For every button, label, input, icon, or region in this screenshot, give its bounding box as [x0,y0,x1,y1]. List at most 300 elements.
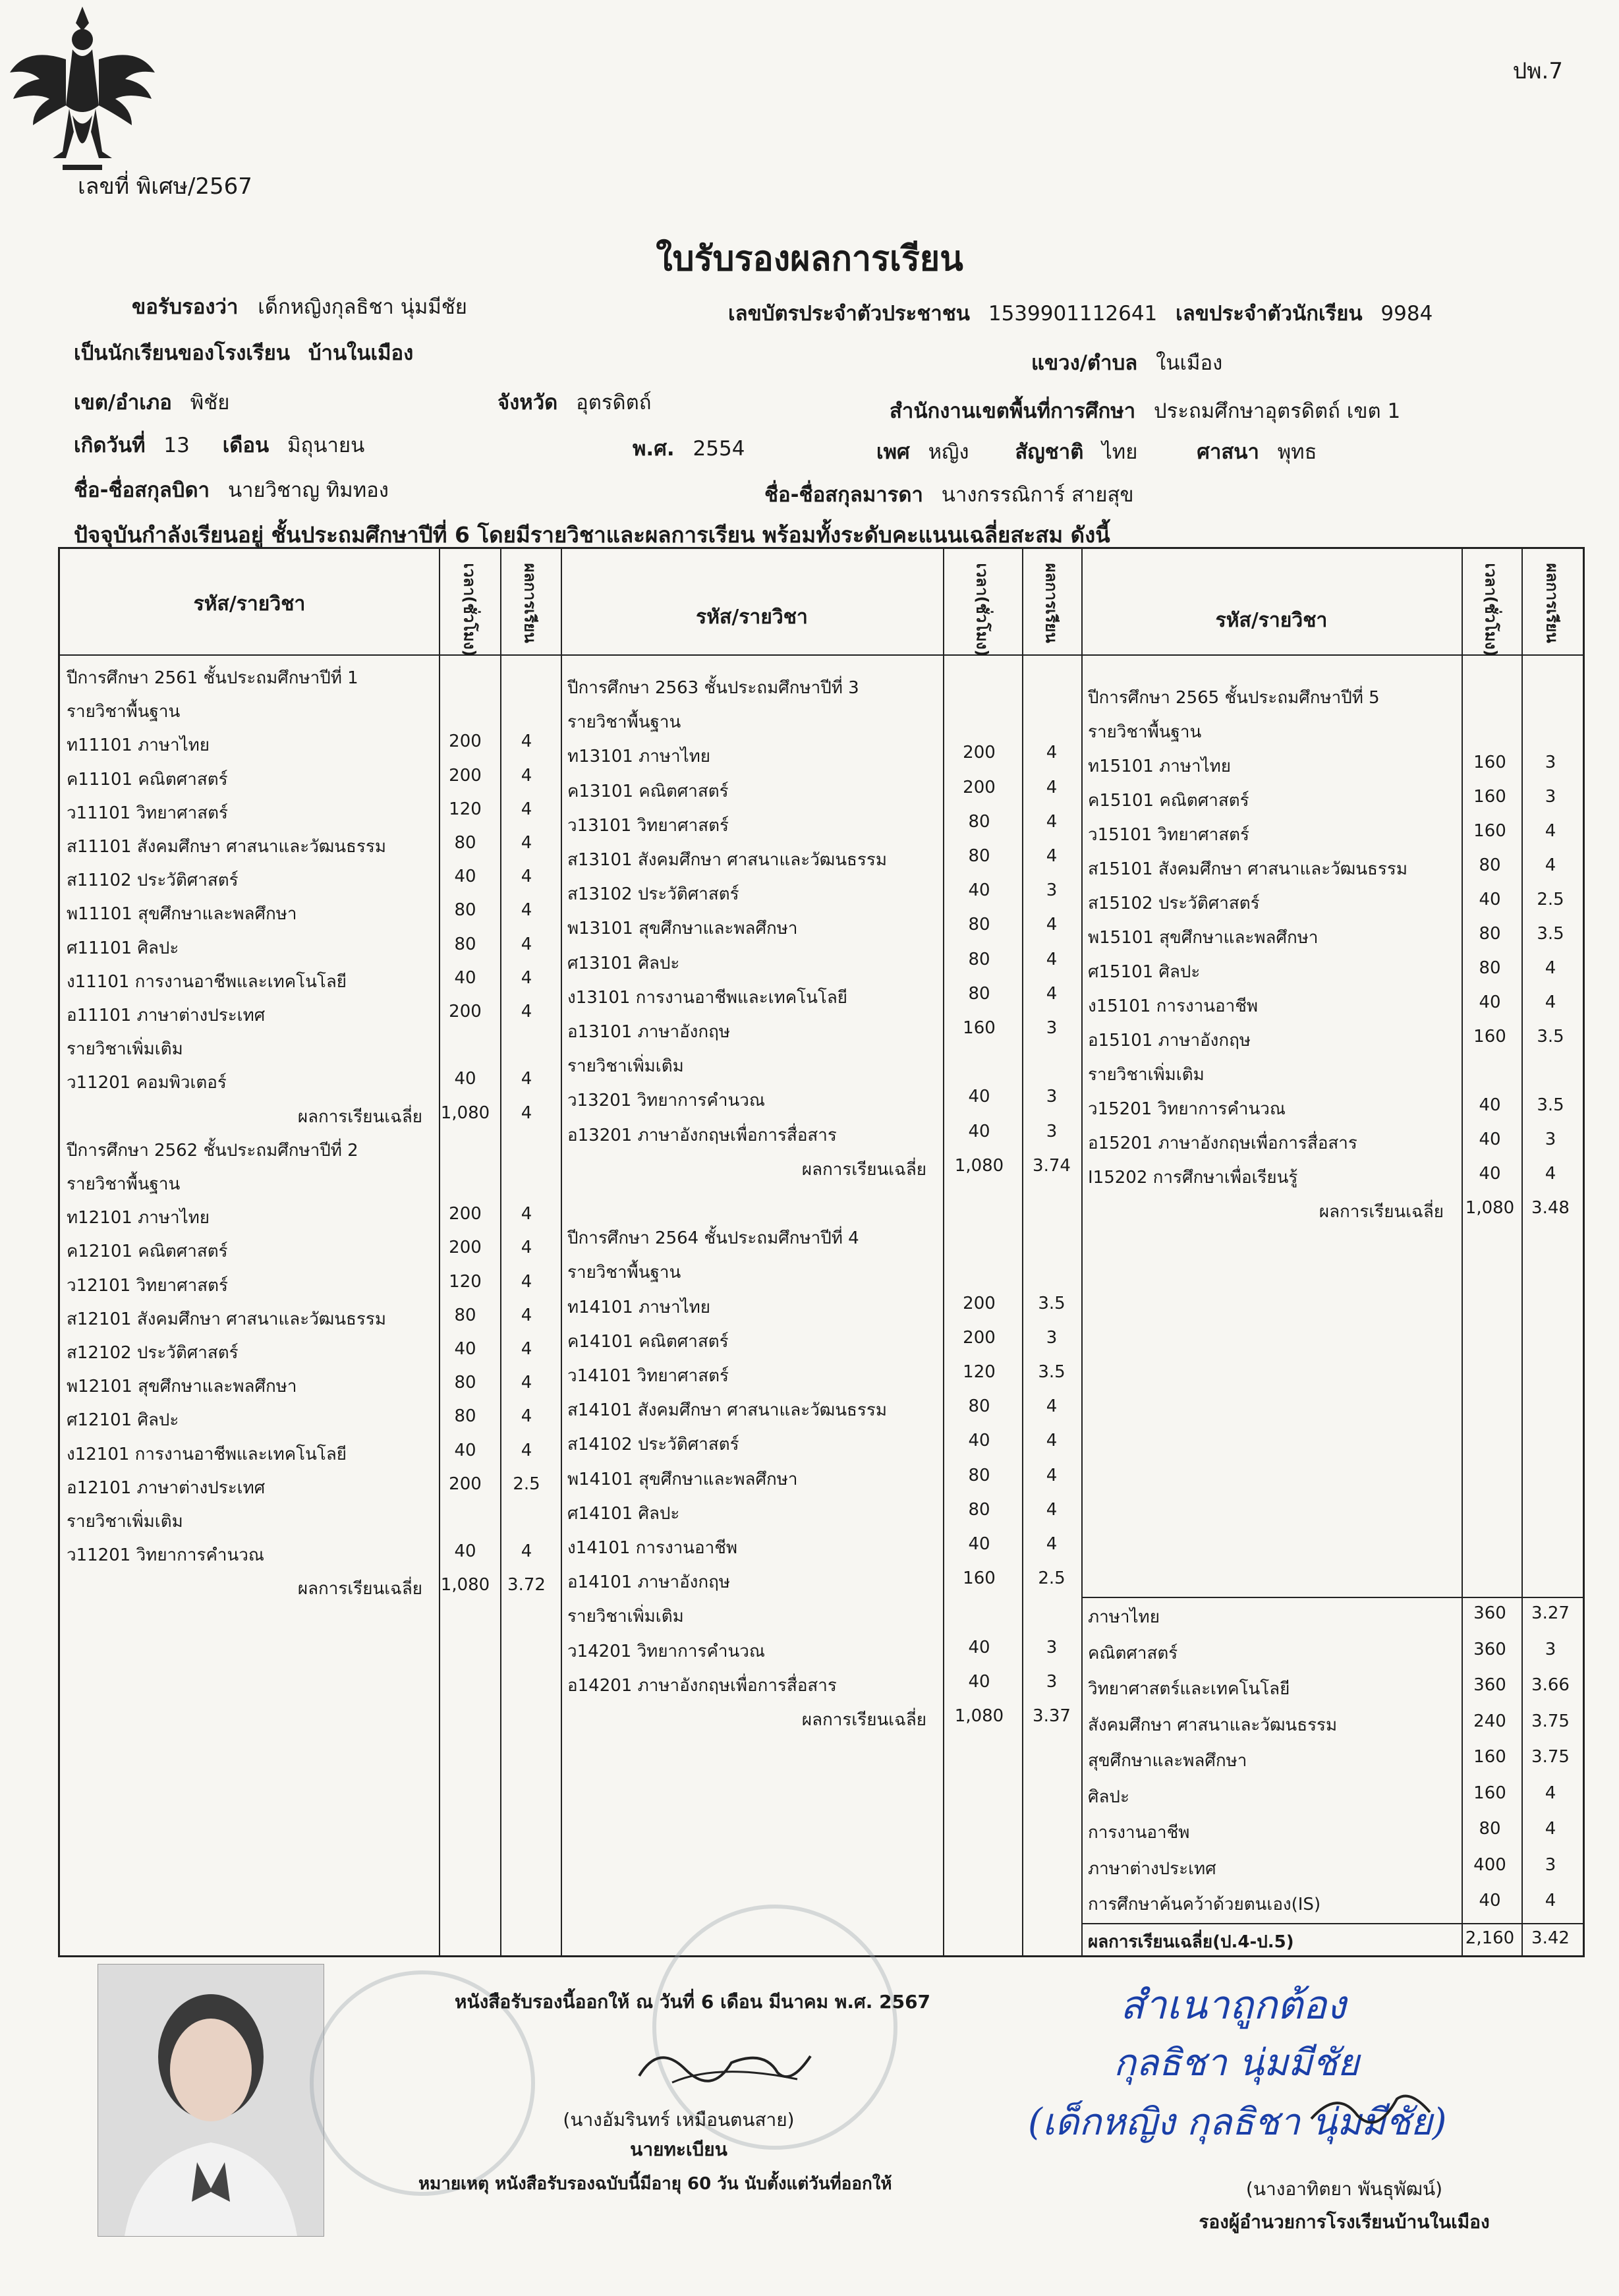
grade-cell: 3.27 [1531,1603,1570,1623]
hours-cell: 80 [1479,924,1501,944]
subject-cell: อ13201 ภาษาอังกฤษเพื่อการสื่อสาร [567,1125,837,1145]
grade-cell: 3.75 [1531,1747,1570,1767]
subject-cell: ภาษาไทย [1088,1607,1160,1627]
grade-cell: 4 [1046,915,1058,935]
grade-cell: 3 [1046,1671,1058,1692]
hours-cell: 400 [1473,1854,1506,1875]
subject-cell: ค14101 คณิตศาสตร์ [567,1331,729,1352]
subject-cell: อ14101 ภาษาอังกฤษ [567,1572,730,1593]
hours-cell: 40 [454,1541,476,1562]
subject-cell: ส13101 สังคมศึกษา ศาสนาและวัฒนธรรม [567,850,887,870]
hours-cell: 80 [968,1465,990,1485]
hours-cell: 80 [454,900,476,921]
subject-cell: ภาษาต่างประเทศ [1088,1858,1216,1879]
grade-cell: 3 [1545,1130,1556,1149]
hours-cell: 200 [449,1204,482,1224]
id-card-label: เลขบัตรประจำตัวประชาชน [728,302,970,326]
subject-cell: การศึกษาค้นคว้าด้วยตนเอง(IS) [1088,1895,1321,1914]
col3-row [60,855,1576,887]
subject-cell: ง14101 การงานอาชีพ [567,1538,738,1558]
hours-cell: 120 [449,1271,482,1292]
col2-header-subject: รหัส/รายวิชา [696,606,808,629]
col1-header-grade: ผลการเรียน [521,563,540,643]
col1-header-subject: รหัส/รายวิชา [193,592,306,616]
grade-cell: 4 [1046,983,1058,1004]
subject-cell: ค11101 คณิตศาสตร์ [67,769,228,789]
hours-cell: 40 [454,1339,476,1359]
student-handwritten-fullname: (เด็กหญิง กุลธิชา นุ่มมีชัย) [1028,2101,1447,2144]
subject-cell: ผลการเรียนเฉลี่ย [1319,1202,1444,1222]
birth-month-label: เดือน [222,434,270,457]
hours-cell: 2,160 [1465,1928,1515,1948]
grade-cell: 4 [1046,1465,1058,1485]
grade-cell: 4 [1545,1819,1556,1839]
grade-cell: 3 [1545,787,1556,807]
religion: พุทธ [1277,440,1317,464]
hours-cell: 80 [454,1406,476,1427]
deputy-name: (นางอาทิตยา พันธุพัฒน์) [1245,2178,1443,2200]
father-label: ชื่อ-ชื่อสกุลบิดา [74,478,210,502]
grade-cell: 3 [1046,1018,1058,1038]
subject-cell: ค13101 คณิตศาสตร์ [567,781,729,801]
subject-cell: ศ14101 ศิลปะ [567,1503,680,1524]
hours-cell: 200 [963,743,996,763]
subject-cell: อ15201 ภาษาอังกฤษเพื่อการสื่อสาร [1088,1134,1357,1153]
hours-cell: 40 [454,1440,476,1460]
grade-cell: 4 [521,1541,532,1562]
hours-cell: 80 [968,1499,990,1520]
summary-row [60,1855,1576,1884]
hours-cell: 80 [1479,1819,1501,1839]
grade-cell: 4 [521,1002,532,1021]
grade-cell: 4 [521,1339,532,1359]
hours-cell: 80 [968,983,990,1004]
grade-cell: 4 [521,732,532,752]
subject-cell: คณิตศาสตร์ [1088,1643,1178,1663]
hours-cell: 160 [1473,821,1506,841]
hours-cell: 80 [968,949,990,969]
subject-cell: ปีการศึกษา 2563 ชั้นประถมศึกษาปีที่ 3 [567,678,859,698]
hours-cell: 1,080 [440,1103,490,1123]
col3-header-subject: รหัส/รายวิชา [1215,609,1328,632]
subject-cell: พ14101 สุขศึกษาและพลศึกษา [567,1469,798,1489]
col2-row [60,1224,1576,1253]
subject-cell: ว11101 วิทยาศาสตร์ [67,803,228,823]
subject-cell: ส15102 ประวัติศาสตร์ [1088,894,1260,913]
subject-cell: รายวิชาพื้นฐาน [67,1174,181,1194]
hours-cell: 40 [1479,1095,1501,1115]
grade-cell: 4 [521,799,532,819]
hours-cell: 40 [454,867,476,887]
hours-cell: 160 [1473,1747,1506,1767]
col1-header-hours: เวลา(ชั่วโมง) [460,563,479,657]
subject-cell: ว13101 วิทยาศาสตร์ [567,815,729,836]
grade-cell: 3.5 [1038,1362,1065,1382]
hours-cell: 200 [449,1002,482,1021]
province: อุตรดิตถ์ [576,391,652,415]
father-name: นายวิชาญ ทิมทอง [227,478,389,502]
subject-cell: ส13102 ประวัติศาสตร์ [567,884,739,905]
grade-cell: 4 [1046,846,1058,866]
student-handwritten-name: กุลธิชา นุ่มมีชัย [1114,2042,1359,2084]
hours-cell: 40 [454,967,476,988]
nationality-label: สัญชาติ [1015,440,1084,464]
hours-cell: 40 [1479,1891,1501,1910]
summary-row [60,1637,1576,1669]
col3-row [60,1130,1576,1159]
grade-cell: 3 [1545,1639,1556,1659]
subdistrict-label: แขวง/ตำบล [1031,351,1138,375]
grade-cell: 4 [521,833,532,853]
col3-header-grade: ผลการเรียน [1543,563,1562,643]
hours-cell: 80 [1479,958,1501,978]
grades-table [58,547,1585,1957]
hours-cell: 1,080 [440,1575,490,1595]
document-number: เลขที่ พิเศษ/2567 [78,173,252,200]
grade-cell: 3.5 [1537,924,1564,944]
col2-row [60,1534,1576,1563]
student-photo [98,1964,324,2237]
grade-cell: 3 [1545,753,1556,772]
subject-cell: ง12101 การงานอาชีพและเทคโนโลยี [67,1444,347,1464]
subject-cell: ส15101 สังคมศึกษา ศาสนาและวัฒนธรรม [1088,859,1407,879]
col3-row [60,992,1576,1021]
grade-cell: 4 [521,1069,532,1089]
grade-cell: 4 [521,1305,532,1325]
religion-label: ศาสนา [1197,440,1259,464]
hours-cell: 80 [454,934,476,954]
summary-row [60,1747,1576,1776]
hours-cell: 200 [963,1293,996,1313]
subject-cell: ส12101 สังคมศึกษา ศาสนาและวัฒนธรรม [67,1309,386,1329]
grade-cell: 4 [1046,1431,1058,1451]
subject-cell: สังคมศึกษา ศาสนาและวัฒนธรรม [1088,1715,1338,1735]
subject-cell: ว11201 คอมพิวเตอร์ [67,1073,227,1093]
grade-cell: 4 [521,1406,532,1427]
grade-cell: 4 [1046,1499,1058,1520]
subject-cell: ค15101 คณิตศาสตร์ [1088,791,1249,811]
hours-cell: 120 [963,1362,996,1382]
grade-cell: 3 [1046,1087,1058,1107]
grade-cell: 2.5 [513,1474,540,1494]
col3-header-hours: เวลา(ชั่วโมง) [1481,563,1500,657]
subject-cell: พ15101 สุขศึกษาและพลศึกษา [1088,928,1319,948]
col2-row [60,1431,1576,1460]
subject-cell: อ13101 ภาษาอังกฤษ [567,1022,730,1042]
subject-cell: ศ15101 ศิลปะ [1088,962,1201,982]
grade-cell: 4 [521,934,532,954]
subject-cell: ปีการศึกษา 2562 ชั้นประถมศึกษาปีที่ 2 [67,1140,358,1161]
grade-cell: 3 [1545,1854,1556,1875]
birth-day-label: เกิดวันที่ [74,434,146,457]
summary-row [60,1603,1576,1632]
registrar-title: นายทะเบียน [630,2138,727,2160]
certify-label: ขอรับรองว่า [132,295,239,319]
subject-cell: พ13101 สุขศึกษาและพลศึกษา [567,919,798,939]
sex-label: เพศ [876,440,910,464]
id-card-number: 1539901112641 [988,302,1158,326]
subject-cell: รายวิชาเพิ่มเติม [67,1512,183,1532]
hours-cell: 40 [1479,890,1501,909]
hours-cell: 120 [449,799,482,819]
grade-cell: 4 [1545,821,1556,841]
deputy-title: รองผู้อำนวยการโรงเรียนบ้านในเมือง [1199,2211,1490,2233]
col3-row [60,1027,1576,1056]
subject-cell: ว11201 วิทยาการคำนวณ [67,1545,264,1566]
grade-cell: 4 [521,900,532,921]
subject-cell: รายวิชาพื้นฐาน [567,1263,681,1283]
grade-cell: 4 [1046,1534,1058,1554]
hours-cell: 40 [968,1671,990,1692]
hours-cell: 40 [1479,992,1501,1012]
grade-cell: 4 [1046,1396,1058,1417]
subject-cell: ว15201 วิทยาการคำนวณ [1088,1099,1286,1119]
summary-row [60,1675,1576,1704]
district: พิชัย [190,391,230,415]
hours-cell: 360 [1473,1675,1506,1695]
subject-cell: ว12101 วิทยาศาสตร์ [67,1275,228,1296]
subject-cell: ว14201 วิทยาการคำนวณ [567,1641,765,1661]
hours-cell: 200 [963,1327,996,1348]
grade-cell: 4 [1046,811,1058,832]
validity-note: หมายเหตุ หนังสือรับรองฉบับนี้มีอายุ 60 วัน นับตั้งแต่วันที่ออกให้ [418,2174,892,2194]
subject-cell: ส14101 สังคมศึกษา ศาสนาและวัฒนธรรม [567,1400,887,1421]
grade-cell: 3.72 [507,1575,546,1595]
grade-cell: 4 [521,765,532,786]
student-id-label: เลขประจำตัวนักเรียน [1176,302,1363,326]
grade-cell: 4 [521,1271,532,1292]
grade-cell: 3 [1046,880,1058,901]
col2-header-hours: เวลา(ชั่วโมง) [973,563,992,657]
subject-cell: ปีการศึกษา 2564 ชั้นประถมศึกษาปีที่ 4 [567,1228,859,1249]
hours-cell: 160 [1473,753,1506,772]
hours-cell: 80 [1479,855,1501,875]
grade-cell: 3 [1046,1327,1058,1348]
certified-copy-handwriting: สำเนาถูกต้อง [1120,1982,1346,2028]
hours-cell: 160 [963,1018,996,1038]
subject-cell: ปีการศึกษา 2561 ชั้นประถมศึกษาปีที่ 1 [67,668,358,688]
subject-cell: อ14201 ภาษาอังกฤษเพื่อการสื่อสาร [567,1675,837,1696]
col2-row [60,1466,1576,1495]
subject-cell: ว13201 วิทยาการคำนวณ [567,1091,765,1111]
grade-cell: 3.48 [1531,1198,1570,1218]
grade-cell: 3.66 [1531,1675,1570,1695]
student-id: 9984 [1380,302,1433,326]
hours-cell: 40 [1479,1130,1501,1149]
hours-cell: 160 [1473,787,1506,807]
col2-header-grade: ผลการเรียน [1042,563,1061,643]
grade-cell: 4 [521,1204,532,1224]
grade-cell: 4 [521,967,532,988]
garuda-emblem-icon [0,0,165,191]
grade-cell: 4 [521,1103,532,1123]
col3-row [60,787,1576,816]
hours-cell: 200 [963,777,996,797]
hours-cell: 80 [968,915,990,935]
hours-cell: 360 [1473,1639,1506,1659]
summary-row [60,1819,1576,1848]
hours-cell: 40 [1479,1164,1501,1184]
grade-cell: 2.5 [1537,890,1564,909]
grade-cell: 4 [1545,855,1556,875]
subdistrict: ในเมือง [1156,351,1223,375]
subject-cell: รายวิชาพื้นฐาน [67,702,181,722]
subject-cell: ค12101 คณิตศาสตร์ [67,1242,228,1262]
subject-cell: ง15101 การงานอาชีพ [1088,996,1259,1016]
col3-row [60,1198,1576,1227]
student-name: เด็กหญิงกุลธิชา นุ่มมีชัย [258,295,467,319]
subject-cell: ท14101 ภาษาไทย [567,1297,711,1317]
hours-cell: 40 [968,1534,990,1554]
subject-cell: พ11101 สุขศึกษาและพลศึกษา [67,904,297,925]
grade-cell: 3.5 [1038,1293,1065,1313]
subject-cell: วิทยาศาสตร์และเทคโนโลยี [1088,1679,1290,1699]
nationality: ไทย [1102,440,1138,464]
current-grade-line: ปัจจุบันกำลังเรียนอยู่ ชั้นประถมศึกษาปีที่ 6 โดยมีรายวิชาและผลการเรียน พร้อมทั้งระดับคะแนนเฉลี่ยสะสม ดังนี้ [74,522,1110,548]
col2-row [60,1396,1576,1425]
hours-cell: 40 [968,1121,990,1141]
hours-cell: 200 [449,1474,482,1494]
grade-cell: 2.5 [1038,1568,1065,1589]
hours-cell: 80 [454,1373,476,1393]
subject-cell: ท15101 ภาษาไทย [1088,757,1232,776]
mother-label: ชื่อ-ชื่อสกุลมารดา [764,483,923,507]
grade-cell: 4 [1046,777,1058,797]
summary-row [60,1783,1576,1812]
grade-cell: 4 [521,867,532,887]
hours-cell: 80 [968,1396,990,1417]
issue-date-line: หนังสือรับรองนี้ออกให้ ณ วันที่ 6 เดือน มีนาคม พ.ศ. 2567 [455,1991,931,2013]
school-name: บ้านในเมือง [308,341,414,365]
subject-cell: รายวิชาเพิ่มเติม [67,1039,183,1060]
subject-cell: ผลการเรียนเฉลี่ย [801,1159,926,1180]
grade-cell: 3.5 [1537,1095,1564,1115]
birth-year-label: พ.ศ. [633,437,675,461]
school-label: เป็นนักเรียนของโรงเรียน [74,341,291,365]
subject-cell: ว14101 วิทยาศาสตร์ [567,1366,729,1386]
hours-cell: 80 [968,846,990,866]
grade-cell: 3.75 [1531,1711,1570,1731]
col3-row [60,1095,1576,1124]
subject-cell: ส11101 สังคมศึกษา ศาสนาและวัฒนธรรม [67,837,386,857]
subject-cell: ผลการเรียนเฉลี่ย(ป.4-ป.5) [1088,1932,1294,1952]
hours-cell: 240 [1473,1711,1506,1731]
grade-cell: 4 [1046,743,1058,763]
col3-row [60,753,1576,782]
subject-cell: สุขศึกษาและพลศึกษา [1088,1751,1247,1771]
subject-cell: ส14102 ประวัติศาสตร์ [567,1435,739,1455]
subject-cell: ท11101 ภาษาไทย [67,735,210,756]
hours-cell: 200 [449,1238,482,1258]
subject-cell: ผลการเรียนเฉลี่ย [801,1710,926,1730]
subject-cell: อ11101 ภาษาต่างประเทศ [67,1006,266,1025]
hours-cell: 160 [963,1568,996,1589]
col3-row [60,924,1576,953]
subject-cell: พ12101 สุขศึกษาและพลศึกษา [67,1377,297,1397]
col2-row [60,1294,1576,1323]
hours-cell: 80 [968,811,990,832]
col3-row [60,821,1576,850]
subject-cell: รายวิชาเพิ่มเติม [567,1607,684,1627]
hours-cell: 200 [449,732,482,752]
hours-cell: 1,080 [954,1155,1004,1176]
grade-cell: 3.5 [1537,1027,1564,1047]
grade-cell: 3.74 [1033,1155,1071,1176]
birth-year: 2554 [693,437,745,461]
grade-cell: 4 [521,1238,532,1258]
edu-office: ประถมศึกษาอุตรดิตถ์ เขต 1 [1153,399,1401,423]
grade-cell: 4 [1046,949,1058,969]
col2-row [60,1259,1576,1288]
subject-cell: ส12102 ประวัติศาสตร์ [67,1343,239,1363]
province-label: จังหวัด [497,391,558,415]
subject-cell: I15202 การศึกษาเพื่อเรียนรู้ [1088,1168,1298,1188]
hours-cell: 40 [968,880,990,901]
subject-cell: ศ12101 ศิลปะ [67,1410,179,1431]
registrar-signature-icon [633,2036,817,2096]
hours-cell: 40 [968,1637,990,1657]
registrar-name: (นางอัมรินทร์ เหมือนตนสาย) [563,2109,795,2131]
subject-cell: ท13101 ภาษาไทย [567,747,711,767]
birth-month: มิถุนายน [287,434,365,457]
subject-cell: รายวิชาเพิ่มเติม [1088,1065,1205,1085]
subject-cell: ง13101 การงานอาชีพและเทคโนโลยี [567,987,847,1008]
deputy-signature-icon [1305,2086,1436,2138]
subject-cell: ผลการเรียนเฉลี่ย [297,1579,422,1599]
document-title: ใบรับรองผลการเรียน [656,239,963,279]
subject-cell: ศ11101 ศิลปะ [67,938,179,958]
grade-cell: 4 [1545,992,1556,1012]
grade-cell: 3 [1046,1637,1058,1657]
grade-cell: 4 [1545,1891,1556,1910]
col3-row [60,1061,1576,1090]
subject-cell: รายวิชาเพิ่มเติม [567,1056,684,1077]
col3-row [60,718,1576,747]
grade-cell: 4 [521,1373,532,1393]
hours-cell: 360 [1473,1603,1506,1623]
grade-cell: 4 [1545,1164,1556,1184]
grade-cell: 4 [521,1440,532,1460]
grade-cell: 3 [1046,1121,1058,1141]
subject-cell: รายวิชาพื้นฐาน [567,712,681,733]
grade-cell: 4 [1545,958,1556,978]
subject-cell: การงานอาชีพ [1088,1823,1190,1843]
col3-row [60,958,1576,987]
col2-row [60,1500,1576,1529]
hours-cell: 200 [449,765,482,786]
col2-row [60,1362,1576,1391]
hours-cell: 80 [454,1305,476,1325]
district-label: เขต/อำเภอ [74,391,172,415]
col3-row [60,684,1576,713]
hours-cell: 160 [1473,1027,1506,1047]
col2-row [60,1568,1576,1597]
hours-cell: 40 [968,1087,990,1107]
birth-day: 13 [163,434,190,457]
hours-cell: 80 [454,833,476,853]
grade-cell: 4 [1545,1783,1556,1803]
subject-cell: อ12101 ภาษาต่างประเทศ [67,1478,266,1498]
col2-row [60,1328,1576,1357]
summary-row [60,1711,1576,1740]
subject-cell: ง11101 การงานอาชีพและเทคโนโลยี [67,971,347,992]
subject-cell: ผลการเรียนเฉลี่ย [297,1106,422,1127]
col3-row [60,1164,1576,1193]
form-code: ปพ.7 [1512,58,1563,84]
hours-cell: 1,080 [1465,1198,1515,1218]
grade-cell: 3.42 [1531,1928,1570,1948]
subject-cell: ท12101 ภาษาไทย [67,1208,210,1228]
